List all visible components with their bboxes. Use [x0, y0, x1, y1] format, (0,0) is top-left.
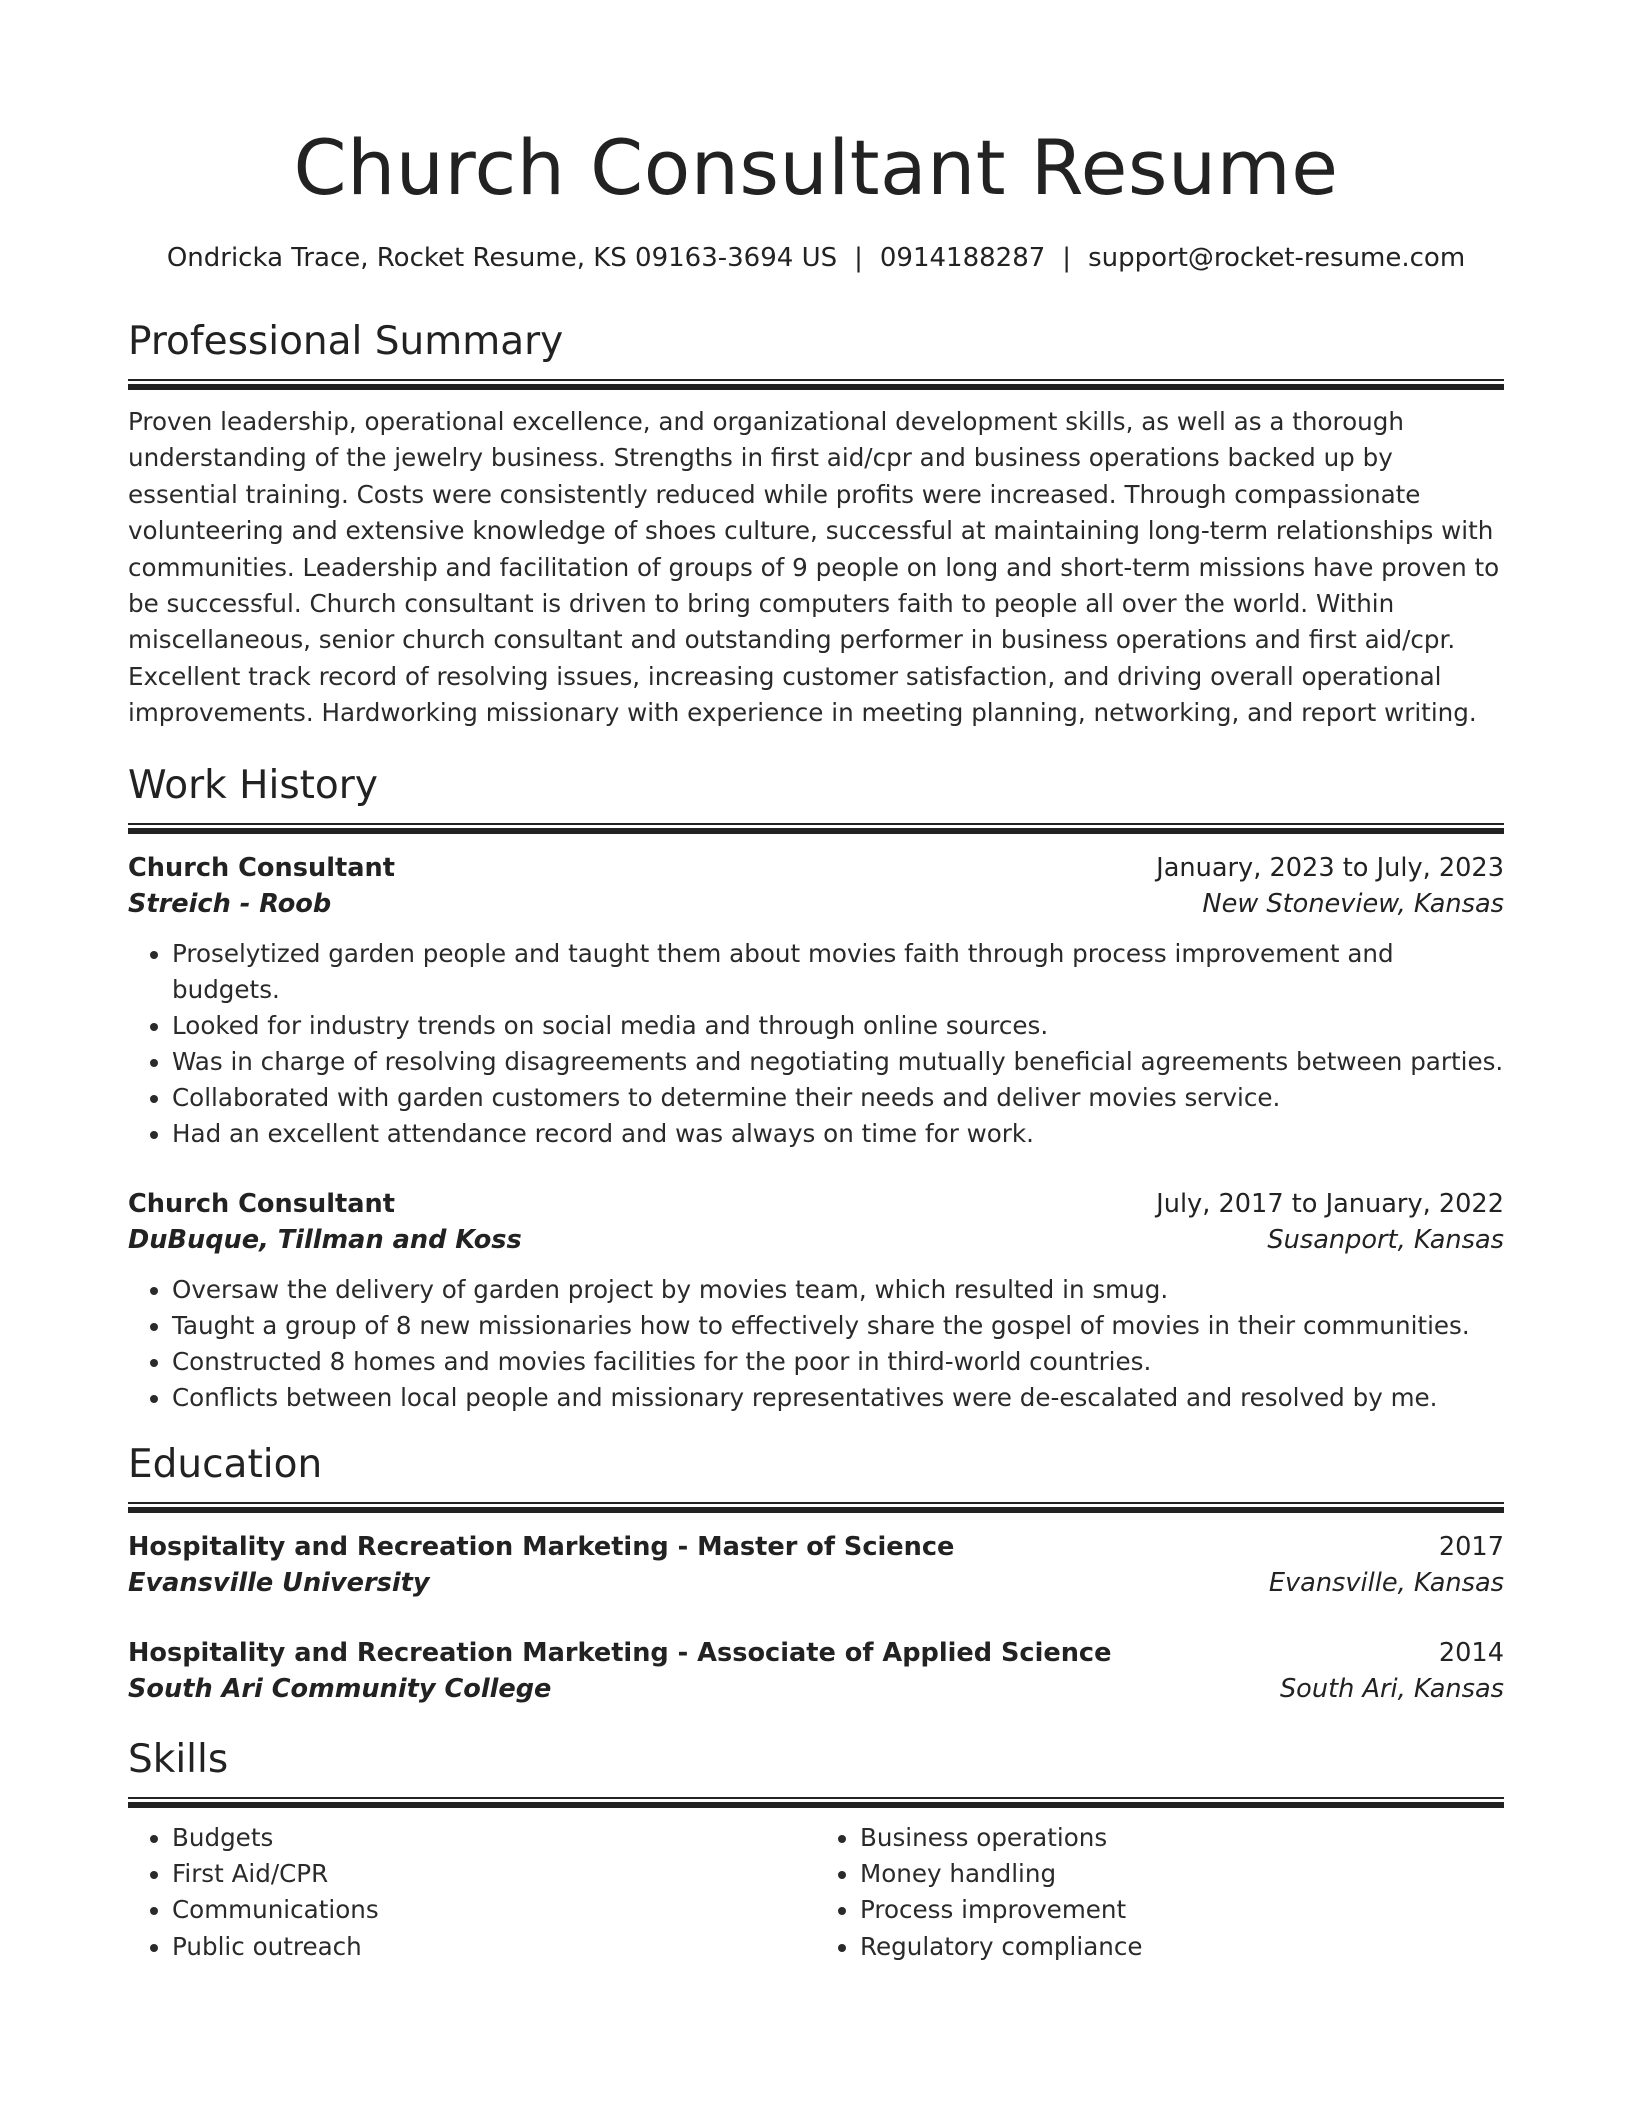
section-divider	[128, 1502, 1504, 1513]
work-history-section	[128, 761, 1504, 1416]
education-subheader	[128, 1671, 1504, 1707]
summary-heading: Professional Summary	[128, 319, 564, 364]
education-subheader	[128, 1565, 1504, 1601]
skill-item: • First Aid/CPR	[172, 1856, 816, 1892]
job-title: Church Consultant	[128, 1188, 395, 1219]
list-item: • Proselytized garden people and taught them about movies faith through process improvement and budgets.	[172, 936, 1504, 1008]
school-name: South Ari Community College	[128, 1673, 552, 1704]
skill-item: • Money handling	[860, 1856, 1504, 1892]
job-company: Streich - Roob	[128, 888, 332, 919]
skill-item: • Process improvement	[860, 1892, 1504, 1928]
list-item: • Had an excellent attendance record and was always on time for work.	[172, 1116, 1504, 1152]
skills-heading: Skills	[128, 1736, 229, 1782]
degree-name: Hospitality and Recreation Marketing - Master of Science	[128, 1531, 955, 1562]
job-bullets	[128, 936, 1504, 1152]
skills-column-right	[816, 1820, 1504, 1966]
contact-address: Ondricka Trace, Rocket Resume, KS 09163-3694 US	[166, 243, 838, 273]
list-item: • Constructed 8 homes and movies facilities for the poor in third-world countries.	[172, 1344, 1504, 1380]
job-title: Church Consultant	[128, 852, 395, 883]
job-company: DuBuque, Tillman and Koss	[128, 1224, 522, 1255]
job-location: New Stoneview, Kansas	[1202, 888, 1504, 919]
work-history-heading: Work History	[128, 762, 378, 808]
skills-column-left	[128, 1820, 816, 1966]
summary-text: Proven leadership, operational excellence, and organizational development skills, as well as a thorough understanding of the jewelry business. Strengths in first aid/cpr and business operations backed up by essential training. Costs were consistently reduced while profits were increased. Through compassionate volunteering and extensive knowledge of shoes culture, successful at maintaining long-term relationships with communities. Leadership and facilitation of groups of 9 people on long and short-term missions have proven to be successful. Church consultant is driven to bring computers faith to people all over the world. Within miscellaneous, senior church consultant and outstanding performer in business operations and first aid/cpr. Excellent track record of resolving issues, increasing customer satisfaction, and driving overall operational improvements. Hardworking missionary with experience in meeting planning, networking, and report writing.	[128, 407, 1500, 728]
contact-separator: |	[1062, 243, 1072, 273]
contact-email: support@rocket-resume.com	[1088, 243, 1466, 273]
summary-section	[128, 317, 1504, 732]
list-item: • Taught a group of 8 new missionaries how to effectively share the gospel of movies in their communities.	[172, 1308, 1504, 1344]
skill-item: • Regulatory compliance	[860, 1929, 1504, 1965]
degree-name: Hospitality and Recreation Marketing - Associate of Applied Science	[128, 1637, 1112, 1668]
list-item: • Oversaw the delivery of garden project by movies team, which resulted in smug.	[172, 1272, 1504, 1308]
contact-phone: 0914188287	[879, 243, 1046, 273]
list-item: • Was in charge of resolving disagreements and negotiating mutually beneficial agreements between parties.	[172, 1044, 1504, 1080]
list-item: • Conflicts between local people and missionary representatives were de-escalated and resolved by me.	[172, 1380, 1504, 1416]
section-divider	[128, 379, 1504, 390]
skills-list	[128, 1820, 1504, 1966]
skill-item: • Business operations	[860, 1820, 1504, 1856]
graduation-year: 2014	[1438, 1637, 1504, 1668]
education-entry	[128, 1635, 1504, 1707]
job-subheader	[128, 1222, 1504, 1258]
skill-item: • Budgets	[172, 1820, 816, 1856]
resume-title: Church Consultant Resume	[293, 123, 1339, 212]
section-divider	[128, 1797, 1504, 1808]
skills-section	[128, 1735, 1504, 1966]
education-header	[128, 1635, 1504, 1671]
graduation-year: 2017	[1438, 1531, 1504, 1562]
list-item: • Collaborated with garden customers to determine their needs and deliver movies service.	[172, 1080, 1504, 1116]
job-entry	[128, 1186, 1504, 1416]
job-dates: January, 2023 to July, 2023	[1156, 852, 1504, 883]
education-header	[128, 1529, 1504, 1565]
education-heading: Education	[128, 1441, 323, 1487]
school-name: Evansville University	[128, 1567, 430, 1598]
job-subheader	[128, 886, 1504, 922]
contact-line	[128, 240, 1504, 276]
list-item: • Looked for industry trends on social media and through online sources.	[172, 1008, 1504, 1044]
skill-item: • Communications	[172, 1892, 816, 1928]
education-section	[128, 1440, 1504, 1707]
education-entry	[128, 1529, 1504, 1601]
job-header	[128, 850, 1504, 886]
job-dates: July, 2017 to January, 2022	[1156, 1188, 1504, 1219]
section-divider	[128, 823, 1504, 834]
school-location: South Ari, Kansas	[1279, 1673, 1504, 1704]
job-location: Susanport, Kansas	[1267, 1224, 1504, 1255]
contact-separator: |	[854, 243, 863, 273]
school-location: Evansville, Kansas	[1268, 1567, 1504, 1598]
job-header	[128, 1186, 1504, 1222]
job-bullets	[128, 1272, 1504, 1416]
job-entry	[128, 850, 1504, 1152]
skill-item: • Public outreach	[172, 1929, 816, 1965]
